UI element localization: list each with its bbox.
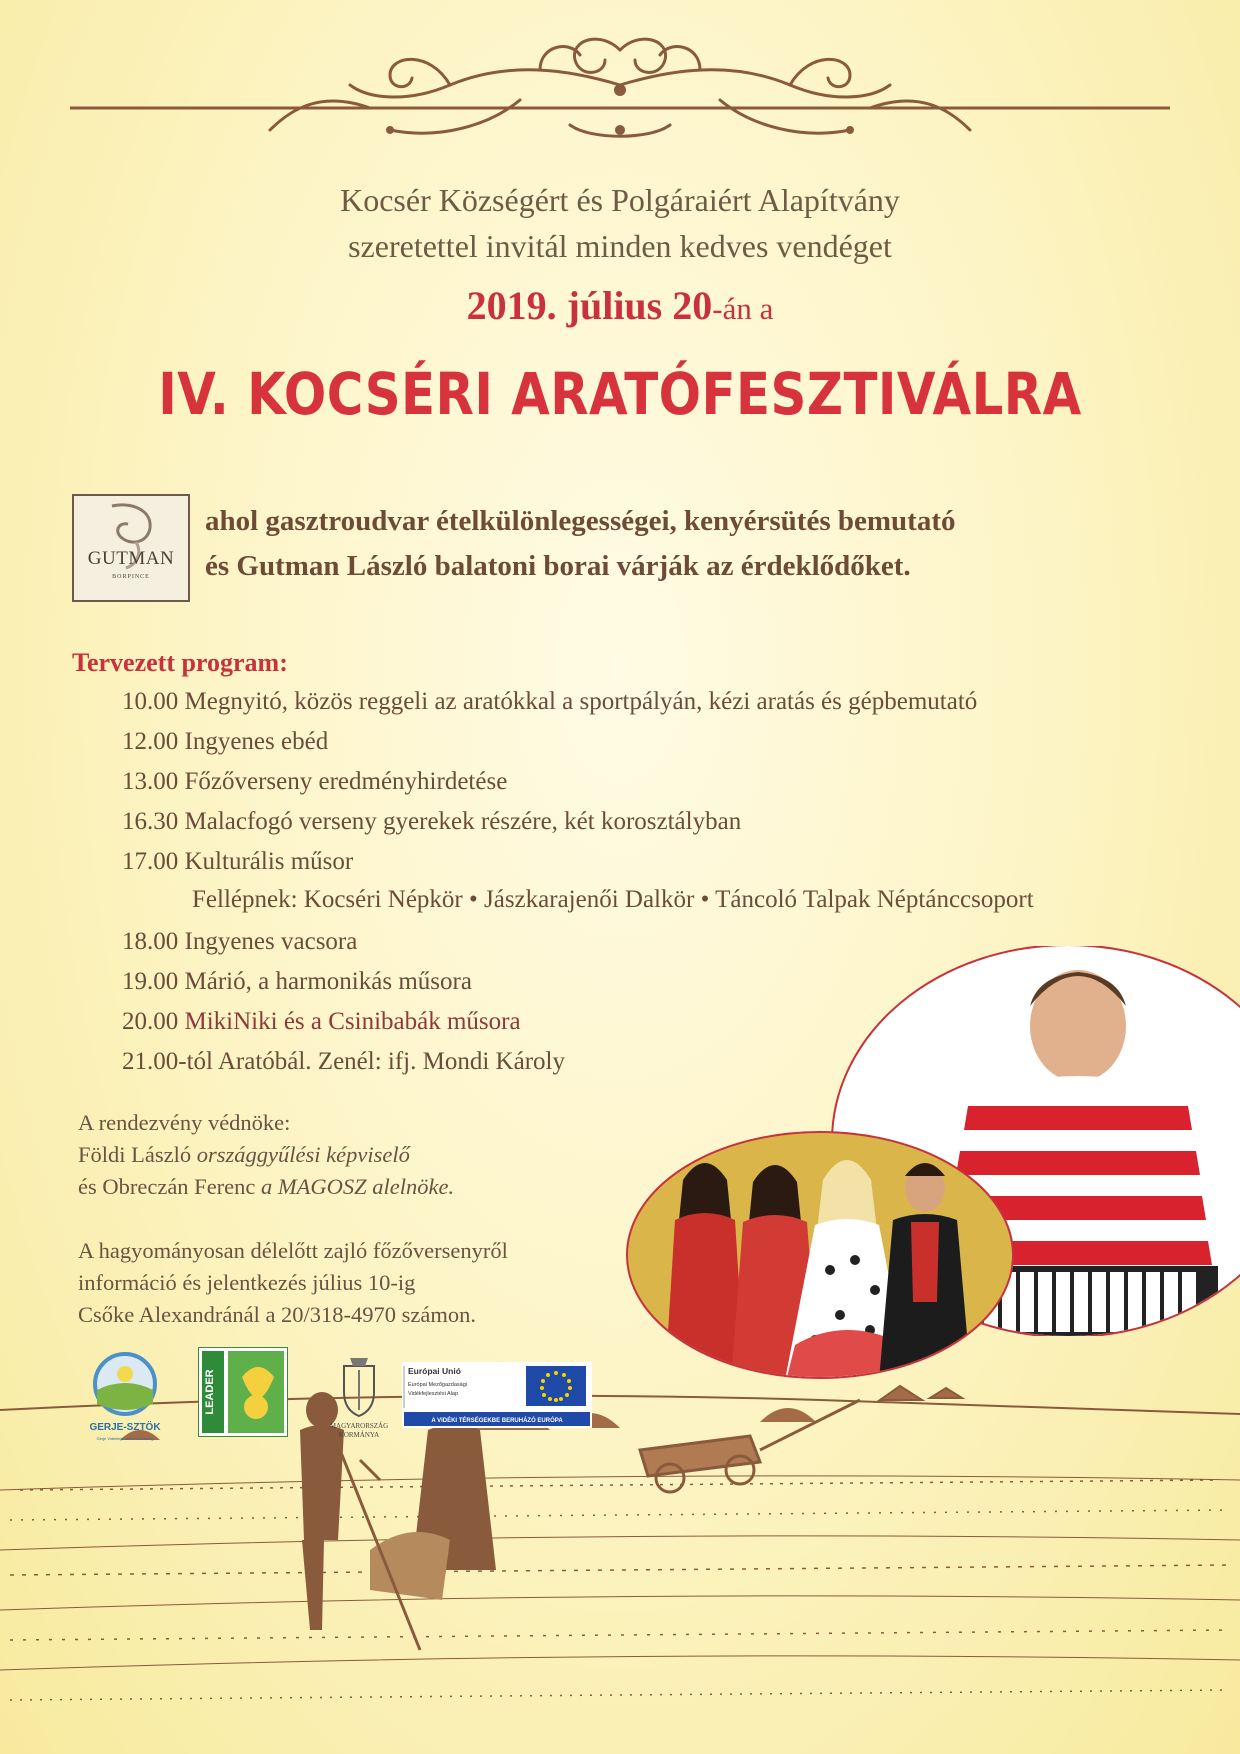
event-date-main: 2019. július 20 <box>466 283 713 328</box>
gutman-logo-word: GUTMAN <box>87 548 175 569</box>
program-heading: Tervezett program: <box>72 648 288 677</box>
patron-line-2: és Obreczán Ferenc a MAGOSZ alelnöke. <box>78 1174 455 1199</box>
svg-text:Vidékfejlesztési Alap: Vidékfejlesztési Alap <box>408 1391 459 1397</box>
program-item: 16.30 Malacfogó verseny gyerekek részére, két korosztályban <box>122 808 742 835</box>
event-date <box>0 282 1240 329</box>
svg-text:LEADER: LEADER <box>204 1369 216 1415</box>
program-item: 21.00-tól Aratóbál. Zenél: ifj. Mondi Károly <box>122 1048 565 1075</box>
organizer-line: Kocsér Községért és Polgáraiért Alapítvány <box>340 182 900 218</box>
svg-text:KORMÁNYA: KORMÁNYA <box>338 1431 380 1439</box>
registration-line-2: információ és jelentkezés július 10-ig <box>78 1270 416 1295</box>
registration-line-3: Csőke Alexandránál a 20/318-4970 számon. <box>78 1302 477 1327</box>
program-item: 13.00 Főzőverseny eredményhirdetése <box>122 768 508 795</box>
svg-text:Gerje Vidékfejlesztési Közössé: Gerje Vidékfejlesztési Közösség <box>96 1436 154 1441</box>
leader-logo-icon <box>198 1347 288 1437</box>
harvest-scene-illustration <box>0 1370 1240 1754</box>
mikiniki-group-photo <box>625 1130 1015 1380</box>
program-item: 10.00 Megnyitó, közös reggeli az aratókkal a sportpályán, kézi aratás és gépbemutató <box>122 688 978 715</box>
gutman-logo-sub: BORPINCE <box>112 574 150 580</box>
program-item: 20.00 MikiNiki és a Csinibabák műsora <box>122 1008 521 1035</box>
svg-text:A VIDÉKI TÉRSÉGEKBE BERUHÁZÓ E: A VIDÉKI TÉRSÉGEKBE BERUHÁZÓ EURÓPA <box>431 1418 563 1424</box>
patron-heading: A rendezvény védnöke: <box>78 1110 291 1135</box>
intro-line-1: ahol gasztroudvar ételkülönlegességei, kenyérsütés bemutató <box>205 505 956 537</box>
festival-title: IV. KOCSÉRI ARATÓFESZTIVÁLRA <box>158 360 1082 428</box>
eu-flag-icon <box>402 1362 592 1428</box>
intro-line-2: és Gutman László balatoni borai várják az érdeklődőket. <box>205 550 911 582</box>
svg-text:Európai Mezőgazdasági: Európai Mezőgazdasági <box>408 1382 468 1388</box>
program-item: 19.00 Márió, a harmonikás műsora <box>122 968 472 995</box>
patron-line-1: Földi László országgyűlési képviselő <box>78 1142 410 1167</box>
program-item: 12.00 Ingyenes ebéd <box>122 728 329 755</box>
gerje-sztok-logo-icon <box>86 1350 164 1444</box>
program-item: 17.00 Kulturális műsor <box>122 848 354 875</box>
gutman-wine-logo-icon <box>72 494 190 602</box>
program-item: 18.00 Ingyenes vacsora <box>122 928 358 955</box>
invitation-line: szeretettel invitál minden kedves vendéget <box>348 228 892 264</box>
registration-line-1: A hagyományosan délelőtt zajló főzőversenyről <box>78 1238 508 1263</box>
svg-text:MAGYARORSZÁG: MAGYARORSZÁG <box>329 1422 389 1430</box>
ornament-divider-icon <box>70 30 1170 160</box>
svg-text:GERJE-SZTÖK: GERJE-SZTÖK <box>89 1422 161 1433</box>
event-date-suffix: -án a <box>712 291 774 326</box>
program-performers: Fellépnek: Kocséri Népkör • Jászkarajenői Dalkör • Táncoló Talpak Néptánccsoport <box>192 886 1034 913</box>
svg-text:Európai Unió: Európai Unió <box>408 1366 461 1376</box>
hungarian-coat-of-arms-icon <box>320 1352 398 1442</box>
